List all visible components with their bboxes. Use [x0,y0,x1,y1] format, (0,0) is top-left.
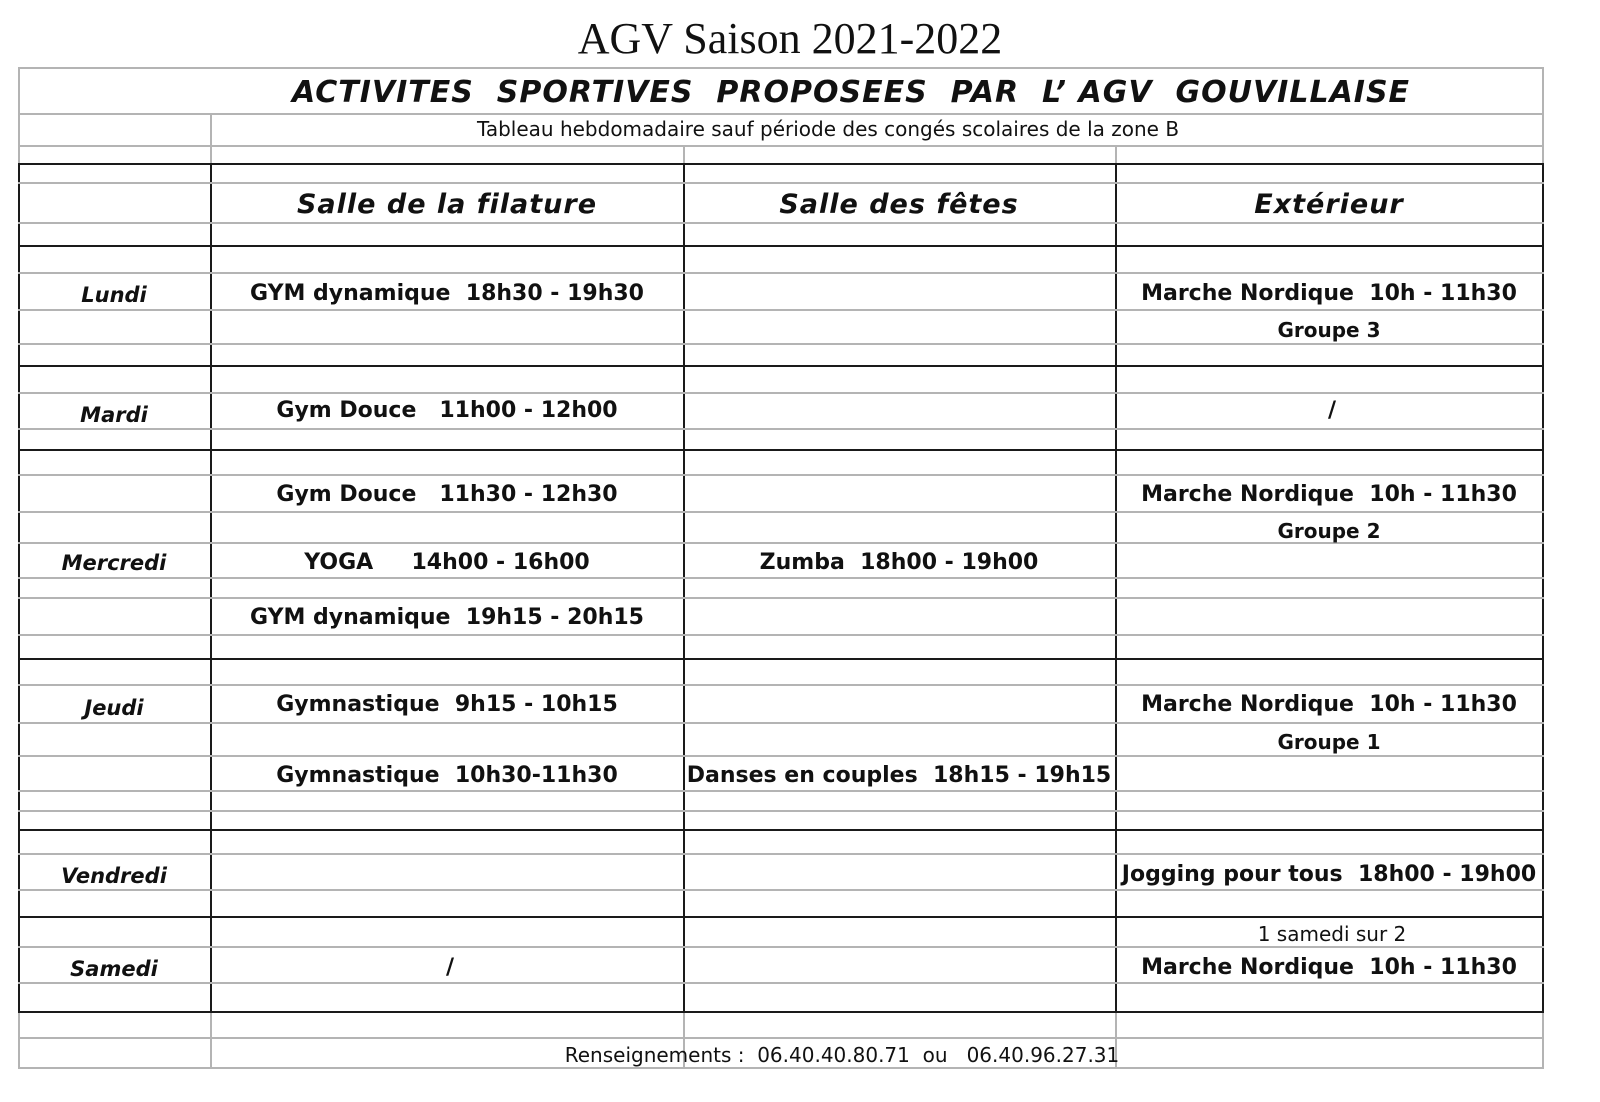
grid-hline [18,67,1544,69]
day-label-vendredi: Vendredi [61,864,167,888]
grid-hline-bold [18,163,1544,165]
activity-lundi-exterieur-2: Groupe 3 [1277,318,1381,342]
activity-jeudi-fetes-1: Danses en couples 18h15 - 19h15 [686,763,1112,788]
grid-vline-bold [683,163,685,1013]
grid-vline-bold [18,163,20,1013]
activities-heading: ACTIVITES SPORTIVES PROPOSEES PAR L’ AGV GOUVILLAISE [291,75,1411,110]
grid-hline [18,790,1544,792]
document-title: AGV Saison 2021-2022 [577,14,1003,63]
day-label-mardi: Mardi [80,403,148,427]
grid-hline-bold [18,245,1544,247]
grid-hline-bold [18,829,1544,831]
activity-mercredi-filature-3: GYM dynamique 19h15 - 20h15 [249,605,645,630]
activity-lundi-filature-1: GYM dynamique 18h30 - 19h30 [249,281,645,306]
grid-hline [18,428,1544,430]
activity-lundi-exterieur-1: Marche Nordique 10h - 11h30 [1141,281,1517,306]
activity-jeudi-exterieur-2: Groupe 1 [1277,730,1381,754]
column-header-exterieur: Extérieur [1254,189,1404,220]
grid-hline [18,684,1544,686]
grid-hline [18,577,1544,579]
day-label-lundi: Lundi [81,283,147,307]
grid-hline [18,222,1544,224]
activity-jeudi-filature-2: Gymnastique 10h30-11h30 [276,763,618,788]
activity-mercredi-fetes-1: Zumba 18h00 - 19h00 [759,550,1039,575]
activity-jeudi-exterieur-1: Marche Nordique 10h - 11h30 [1141,692,1517,717]
grid-hline [18,182,1544,184]
activity-mercredi-filature-2: YOGA 14h00 - 16h00 [304,550,590,575]
grid-hline [18,889,1544,891]
activity-mardi-exterieur-1: / [1327,398,1337,423]
grid-hline [18,145,1544,147]
grid-hline [18,474,1544,476]
grid-hline [18,810,1544,812]
grid-hline-bold [18,449,1544,451]
grid-hline [18,597,1544,599]
grid-hline [18,511,1544,513]
grid-hline [18,272,1544,274]
day-label-samedi: Samedi [70,957,158,981]
grid-vline-bold [210,163,212,1013]
schedule-subtitle: Tableau hebdomadaire sauf période des congés scolaires de la zone B [476,117,1180,141]
activity-mercredi-exterieur-2: Groupe 2 [1277,519,1381,543]
grid-vline-bold [1115,163,1117,1013]
activity-samedi-exterieur-1: 1 samedi sur 2 [1257,922,1407,946]
grid-hline [18,853,1544,855]
grid-hline [18,309,1544,311]
activity-mercredi-exterieur-1: Marche Nordique 10h - 11h30 [1141,482,1517,507]
column-header-fetes: Salle des fêtes [779,189,1019,220]
day-label-mercredi: Mercredi [61,551,167,575]
grid-hline [18,1037,1544,1039]
activity-mercredi-filature-1: Gym Douce 11h30 - 12h30 [276,482,618,507]
activity-mardi-filature-1: Gym Douce 11h00 - 12h00 [276,398,618,423]
activity-samedi-filature-1: / [445,955,455,980]
grid-hline [18,755,1544,757]
grid-hline [18,392,1544,394]
day-label-jeudi: Jeudi [84,696,144,720]
grid-vline-bold [1542,163,1544,1013]
grid-hline-bold [18,1011,1544,1013]
grid-hline-bold [18,658,1544,660]
grid-hline-bold [18,916,1544,918]
grid-hline [18,634,1544,636]
grid-hline [18,722,1544,724]
activity-vendredi-exterieur-1: Jogging pour tous 18h00 - 19h00 [1121,862,1537,887]
activity-samedi-exterieur-2: Marche Nordique 10h - 11h30 [1141,955,1517,980]
grid-hline [18,982,1544,984]
column-header-filature: Salle de la filature [296,189,598,220]
grid-hline-bold [18,365,1544,367]
contact-info: Renseignements : 06.40.40.80.71 ou 06.40.96.27.31 [564,1043,1120,1067]
activity-jeudi-filature-1: Gymnastique 9h15 - 10h15 [276,692,618,717]
grid-hline [18,113,1544,115]
grid-hline [18,343,1544,345]
